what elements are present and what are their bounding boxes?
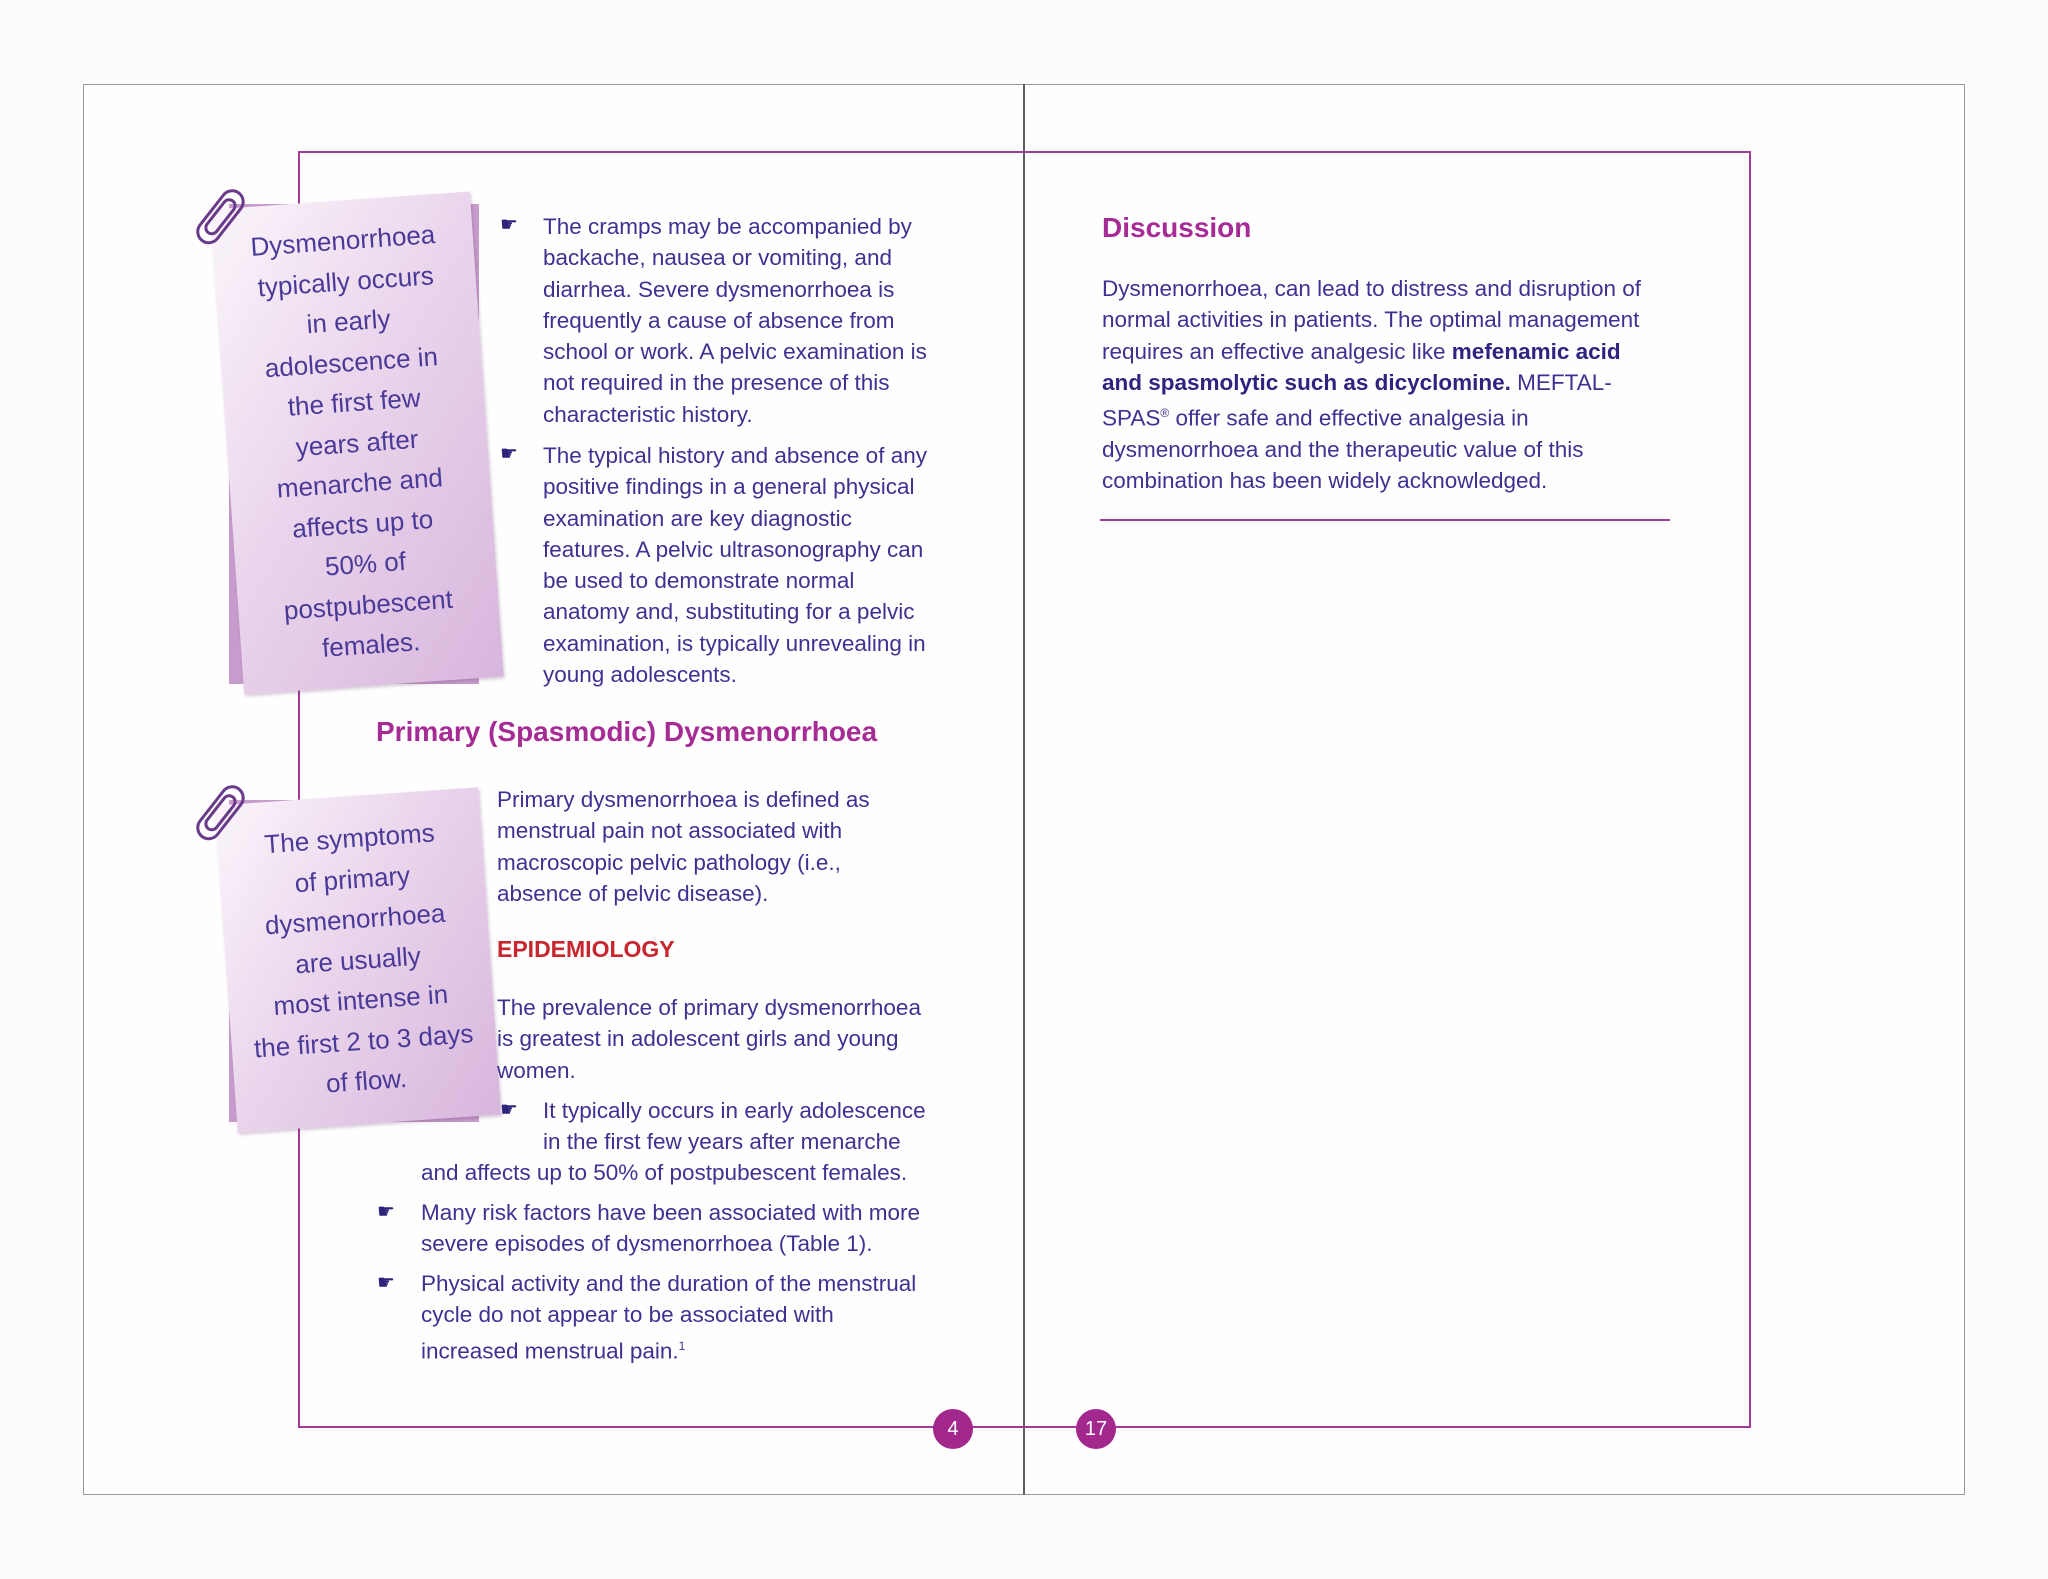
prevalence-paragraph: The prevalence of primary dysmenorrhoea is greatest in adolescent girls and young women. <box>497 995 921 1083</box>
definition-paragraph: Primary dysmenorrhoea is defined as menstrual pain not associated with macroscopic pelvic pathology (i.e., absence of pelvic disease). <box>497 787 870 906</box>
bullet-paragraph: Physical activity and the duration of the menstrual cycle do not appear to be associated with increased menstrual pain.$^1$ <box>421 1271 917 1364</box>
note-text: The symptoms of primary dysmenorrhoea are usually most intense in the first 2 to 3 days of flow. <box>253 817 475 1099</box>
discussion-paragraph: Dysmenorrhoea, can lead to distress and disruption of normal activities in patients. The optimal management requires an effective analgesic like mefenamic acid and spasmolytic such as dicyclomine. MEFTAL- SPAS® offer safe and effective analgesia in dysmenorrhoea and the therapeutic value of this combination has been widely acknowledged. <box>1102 276 1642 494</box>
page-number-badge: 4 <box>933 1409 973 1449</box>
page-number-badge: 17 <box>1076 1409 1116 1449</box>
bullet-line: and affects up to 50% of postpubescent females. <box>421 1160 908 1185</box>
pointing-hand-icon: ☛ <box>500 1099 518 1121</box>
bullet-paragraph: Many risk factors have been associated with more severe episodes of dysmenorrhoea (Table 1). <box>421 1200 920 1257</box>
bullet-paragraph: The typical history and absence of any positive findings in a general physical examination are key diagnostic features. A pelvic ultrasonography can be used to demonstrate normal anatomy and, substituting for a pelvic examination, is typically unrevealing in young adolescents. <box>543 443 927 688</box>
section-divider <box>1100 519 1670 521</box>
bullet-line: in the first few years after menarche <box>543 1129 901 1154</box>
note-text: Dysmenorrhoea typically occurs in early adolescence in the first few years after menarche and affects up to 50% of postpubescent females. <box>249 219 454 664</box>
bullet-line: It typically occurs in early adolescence <box>543 1098 926 1123</box>
bullet-paragraph: The cramps may be accompanied by backache, nausea or vomiting, and diarrhea. Severe dysmenorrhoea is frequently a cause of absence from school or work. A pelvic examination is not required in the presence of this characteristic history. <box>543 214 927 427</box>
paperclip-icon <box>188 185 258 255</box>
epidemiology-heading: EPIDEMIOLOGY <box>497 936 675 962</box>
pointing-hand-icon: ☛ <box>500 214 518 236</box>
discussion-heading: Discussion <box>1102 212 1252 243</box>
pointing-hand-icon: ☛ <box>500 443 518 465</box>
sticky-note <box>210 192 503 695</box>
pointing-hand-icon: ☛ <box>377 1201 395 1223</box>
reference-mark: 1 <box>678 1338 686 1353</box>
section-heading: Primary (Spasmodic) Dysmenorrhoea <box>376 716 878 747</box>
pointing-hand-icon: ☛ <box>377 1272 395 1294</box>
paperclip-icon <box>188 781 258 851</box>
